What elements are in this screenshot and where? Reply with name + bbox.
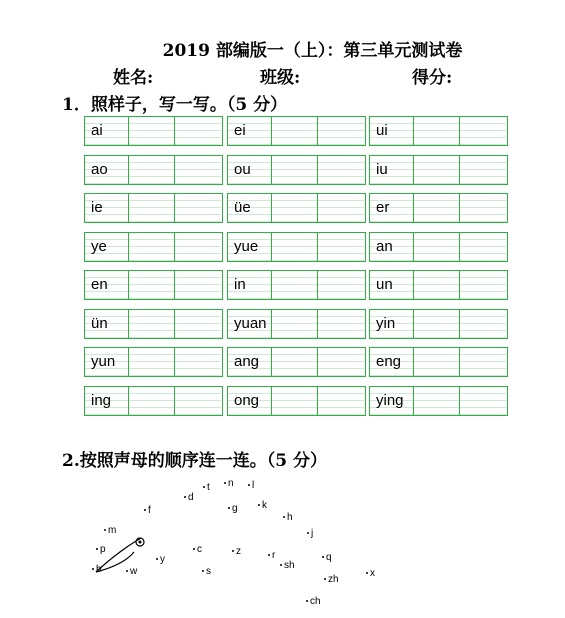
grid-row <box>84 155 508 185</box>
writing-box[interactable] <box>129 156 175 184</box>
writing-cell <box>227 309 366 339</box>
writing-box[interactable] <box>272 194 318 222</box>
grid-row <box>84 347 508 377</box>
example-syllable: ong <box>228 387 272 415</box>
example-syllable: in <box>228 271 272 299</box>
writing-cell <box>84 116 223 146</box>
writing-cell <box>84 232 223 262</box>
writing-box[interactable] <box>129 271 175 299</box>
writing-box[interactable] <box>175 233 221 261</box>
writing-box[interactable] <box>460 271 506 299</box>
writing-box[interactable] <box>175 348 221 376</box>
writing-cell <box>84 193 223 223</box>
writing-cell <box>227 270 366 300</box>
example-syllable: iu <box>370 156 414 184</box>
section1-heading: 1．照样子，写一写。（5 分） <box>62 95 288 115</box>
example-syllable: ai <box>85 117 129 145</box>
initial-dot[interactable]: k <box>258 500 267 511</box>
writing-box[interactable] <box>414 348 460 376</box>
initial-dot[interactable]: d <box>184 492 194 503</box>
example-syllable: un <box>370 271 414 299</box>
initial-dot[interactable]: q <box>322 552 332 563</box>
snail-drawing <box>86 528 166 578</box>
example-syllable: an <box>370 233 414 261</box>
score-label: 得分: <box>412 68 453 88</box>
writing-box[interactable] <box>272 387 318 415</box>
writing-box[interactable] <box>272 233 318 261</box>
writing-box[interactable] <box>129 194 175 222</box>
writing-cell <box>84 386 223 416</box>
initial-dot[interactable]: t <box>203 482 210 493</box>
writing-box[interactable] <box>175 117 221 145</box>
initial-dot[interactable]: z <box>232 546 241 557</box>
example-syllable: yin <box>370 310 414 338</box>
writing-cell <box>369 232 508 262</box>
initial-dot[interactable]: l <box>248 480 254 491</box>
writing-cell <box>369 193 508 223</box>
writing-box[interactable] <box>318 156 364 184</box>
grid-row <box>84 270 508 300</box>
initial-dot[interactable]: c <box>193 544 202 555</box>
writing-cell <box>369 386 508 416</box>
name-label: 姓名: <box>113 68 154 88</box>
writing-cell <box>84 309 223 339</box>
grid-row <box>84 116 508 146</box>
writing-box[interactable] <box>318 271 364 299</box>
writing-box[interactable] <box>318 117 364 145</box>
writing-box[interactable] <box>272 117 318 145</box>
page-title: 2019 部编版一（上）：第三单元测试卷 <box>162 41 463 61</box>
initial-dot[interactable]: b <box>92 564 102 575</box>
writing-cell <box>227 347 366 377</box>
grid-row <box>84 232 508 262</box>
writing-box[interactable] <box>414 271 460 299</box>
writing-box[interactable] <box>460 156 506 184</box>
example-syllable: er <box>370 194 414 222</box>
writing-box[interactable] <box>272 348 318 376</box>
example-syllable: ie <box>85 194 129 222</box>
writing-cell <box>369 309 508 339</box>
writing-box[interactable] <box>460 117 506 145</box>
writing-box[interactable] <box>129 348 175 376</box>
writing-box[interactable] <box>460 233 506 261</box>
writing-box[interactable] <box>175 310 221 338</box>
initial-dot[interactable]: r <box>268 550 275 561</box>
example-syllable: yuan <box>228 310 272 338</box>
example-syllable: üe <box>228 194 272 222</box>
writing-box[interactable] <box>272 156 318 184</box>
initial-dot[interactable]: f <box>144 505 151 516</box>
writing-box[interactable] <box>318 387 364 415</box>
example-syllable: ei <box>228 117 272 145</box>
initial-dot[interactable]: y <box>156 554 165 565</box>
writing-box[interactable] <box>129 117 175 145</box>
grid-row <box>84 386 508 416</box>
writing-box[interactable] <box>318 310 364 338</box>
writing-cell <box>227 232 366 262</box>
writing-box[interactable] <box>460 310 506 338</box>
example-syllable: ing <box>85 387 129 415</box>
writing-box[interactable] <box>460 387 506 415</box>
example-syllable: ao <box>85 156 129 184</box>
writing-box[interactable] <box>129 310 175 338</box>
example-syllable: ye <box>85 233 129 261</box>
example-syllable: yun <box>85 348 129 376</box>
writing-cell <box>84 270 223 300</box>
initial-dot[interactable]: ch <box>306 596 321 607</box>
initial-dot[interactable]: h <box>283 512 293 523</box>
connect-dots-area <box>0 470 565 618</box>
writing-box[interactable] <box>175 387 221 415</box>
writing-box[interactable] <box>175 271 221 299</box>
writing-box[interactable] <box>414 310 460 338</box>
grid-row <box>84 309 508 339</box>
writing-cell <box>227 386 366 416</box>
initial-dot[interactable]: g <box>228 503 238 514</box>
initial-dot[interactable]: w <box>126 566 137 577</box>
writing-cell <box>227 116 366 146</box>
writing-cell <box>227 193 366 223</box>
section2-heading: 2.按照声母的顺序连一连。（5 分） <box>62 451 327 471</box>
writing-cell <box>369 116 508 146</box>
example-syllable: ang <box>228 348 272 376</box>
example-syllable: ui <box>370 117 414 145</box>
initial-dot[interactable]: zh <box>324 574 339 585</box>
writing-box[interactable] <box>460 194 506 222</box>
example-syllable: yue <box>228 233 272 261</box>
writing-cell <box>369 155 508 185</box>
grid-row <box>84 193 508 223</box>
initial-dot[interactable]: m <box>104 525 116 536</box>
writing-box[interactable] <box>318 194 364 222</box>
writing-box[interactable] <box>414 194 460 222</box>
example-syllable: ying <box>370 387 414 415</box>
writing-box[interactable] <box>175 156 221 184</box>
writing-box[interactable] <box>272 310 318 338</box>
writing-box[interactable] <box>318 348 364 376</box>
writing-cell <box>84 347 223 377</box>
class-label: 班级: <box>260 68 301 88</box>
writing-box[interactable] <box>414 156 460 184</box>
writing-box[interactable] <box>414 117 460 145</box>
writing-box[interactable] <box>460 348 506 376</box>
writing-box[interactable] <box>175 194 221 222</box>
writing-box[interactable] <box>414 233 460 261</box>
writing-cell <box>84 155 223 185</box>
initial-dot[interactable]: p <box>96 544 106 555</box>
example-syllable: ün <box>85 310 129 338</box>
writing-box[interactable] <box>318 233 364 261</box>
initial-dot[interactable]: j <box>307 528 313 539</box>
example-syllable: en <box>85 271 129 299</box>
writing-box[interactable] <box>414 387 460 415</box>
writing-cell <box>227 155 366 185</box>
writing-cell <box>369 270 508 300</box>
initial-dot[interactable]: s <box>202 566 211 577</box>
initial-dot[interactable]: x <box>366 568 375 579</box>
writing-box[interactable] <box>129 233 175 261</box>
example-syllable: ou <box>228 156 272 184</box>
example-syllable: eng <box>370 348 414 376</box>
initial-dot[interactable]: sh <box>280 560 295 571</box>
writing-box[interactable] <box>272 271 318 299</box>
initial-dot[interactable]: n <box>224 478 234 489</box>
writing-cell <box>369 347 508 377</box>
writing-box[interactable] <box>129 387 175 415</box>
